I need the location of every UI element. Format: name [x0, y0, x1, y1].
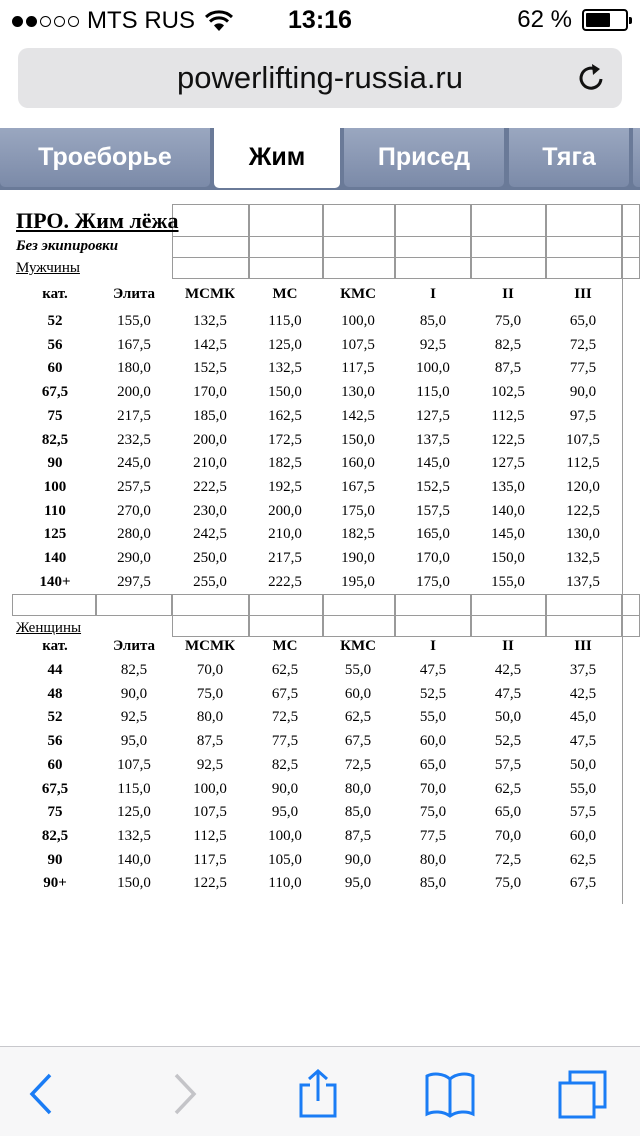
women-value-cell: 67,5 [271, 685, 299, 702]
women-column-header: МСМК [184, 638, 236, 654]
back-icon[interactable] [18, 1069, 68, 1119]
men-value-cell: 125,0 [268, 336, 302, 353]
url-text: powerlifting-russia.ru [177, 60, 463, 95]
grid-cell [546, 594, 622, 616]
men-value-cell: 160,0 [341, 455, 375, 472]
grid-cell [471, 204, 546, 237]
men-category-cell: 75 [47, 407, 63, 424]
clock: 13:16 [288, 6, 352, 34]
men-value-cell: 257,5 [117, 478, 151, 495]
men-value-cell: 127,5 [491, 455, 525, 472]
women-value-cell: 107,5 [117, 756, 151, 773]
men-value-cell: 152,5 [193, 360, 227, 377]
bookmarks-icon[interactable] [425, 1069, 475, 1119]
men-section-label: Мужчины [16, 260, 80, 276]
grid-cell [323, 236, 395, 258]
grid-cell [395, 204, 471, 237]
forward-icon[interactable] [158, 1069, 208, 1119]
men-value-cell: 217,5 [268, 550, 302, 566]
grid-cell [471, 257, 546, 279]
men-category-cell: 110 [44, 502, 66, 519]
women-value-cell: 42,5 [494, 662, 522, 678]
men-value-cell: 132,5 [193, 313, 227, 329]
men-value-cell: 117,5 [341, 360, 375, 377]
women-category-cell: 52 [47, 709, 63, 726]
women-value-cell: 60,0 [419, 733, 447, 750]
grid-cell [546, 204, 622, 237]
men-value-cell: 72,5 [569, 336, 597, 353]
women-value-cell: 52,5 [494, 733, 522, 750]
women-value-cell: 95,0 [344, 875, 372, 892]
men-value-cell: 87,5 [494, 360, 522, 377]
women-value-cell: 60,0 [569, 827, 597, 844]
women-category-cell: 90 [47, 851, 63, 868]
men-value-cell: 100,0 [416, 360, 450, 377]
women-value-cell: 95,0 [120, 733, 148, 750]
women-value-cell: 70,0 [196, 662, 224, 678]
men-column-header: кат. [42, 286, 68, 302]
page-subtitle: Без экипировки [16, 238, 119, 254]
men-value-cell: 170,0 [416, 550, 450, 566]
women-value-cell: 110,0 [268, 875, 302, 892]
tabs-icon[interactable] [558, 1069, 608, 1119]
grid-cell [471, 615, 546, 637]
men-column-header: МСМК [184, 286, 236, 302]
men-category-cell: 82,5 [41, 431, 69, 448]
women-value-cell: 75,0 [196, 685, 224, 702]
men-value-cell: 255,0 [193, 573, 227, 590]
women-value-cell: 80,0 [344, 780, 372, 797]
women-value-cell: 72,5 [494, 851, 522, 868]
men-value-cell: 217,5 [117, 407, 151, 424]
men-value-cell: 222,5 [268, 573, 302, 590]
grid-cell [172, 257, 249, 279]
men-value-cell: 175,0 [416, 573, 450, 590]
men-category-cell: 140 [43, 550, 67, 566]
men-value-cell: 152,5 [416, 478, 450, 495]
men-value-cell: 195,0 [341, 573, 375, 590]
men-category-cell: 56 [47, 336, 63, 353]
grid-cell [622, 594, 640, 616]
grid-cell [546, 236, 622, 258]
grid-cell [249, 594, 323, 616]
men-value-cell: 132,5 [566, 550, 600, 566]
men-value-cell: 210,0 [268, 526, 302, 543]
grid-cell [12, 594, 96, 616]
women-value-cell: 77,5 [419, 827, 447, 844]
men-value-cell: 130,0 [566, 526, 600, 543]
address-bar[interactable] [18, 48, 622, 108]
carrier-name: MTS RUS [87, 7, 195, 34]
men-column-header: Элита [112, 286, 156, 302]
women-value-cell: 57,5 [569, 804, 597, 821]
men-value-cell: 250,0 [193, 550, 227, 566]
men-value-cell: 142,5 [341, 407, 375, 424]
men-value-cell: 155,0 [491, 573, 525, 590]
women-category-cell: 75 [47, 804, 63, 821]
women-category-cell: 56 [47, 733, 63, 750]
women-column-header: кат. [42, 638, 68, 654]
grid-cell [622, 257, 640, 279]
men-value-cell: 120,0 [566, 478, 600, 495]
men-column-header: КМС [340, 286, 376, 302]
women-value-cell: 85,0 [419, 875, 447, 892]
men-value-cell: 242,5 [193, 526, 227, 543]
grid-cell [395, 594, 471, 616]
men-category-cell: 90 [47, 455, 63, 472]
tab-overflow[interactable] [633, 128, 640, 187]
women-value-cell: 132,5 [117, 827, 151, 844]
grid-cell [622, 615, 640, 637]
men-value-cell: 77,5 [569, 360, 597, 377]
women-value-cell: 65,0 [419, 756, 447, 773]
women-value-cell: 92,5 [196, 756, 224, 773]
men-value-cell: 85,0 [419, 313, 447, 329]
women-value-cell: 125,0 [117, 804, 151, 821]
men-value-cell: 157,5 [416, 502, 450, 519]
women-value-cell: 122,5 [193, 875, 227, 892]
men-value-cell: 92,5 [419, 336, 447, 353]
men-value-cell: 200,0 [117, 384, 151, 401]
women-value-cell: 55,0 [344, 662, 372, 678]
women-value-cell: 37,5 [569, 662, 597, 678]
women-column-header: Элита [112, 638, 156, 654]
women-category-cell: 67,5 [41, 780, 69, 797]
grid-cell [395, 615, 471, 637]
men-value-cell: 210,0 [193, 455, 227, 472]
men-value-cell: 167,5 [341, 478, 375, 495]
women-value-cell: 75,0 [494, 875, 522, 892]
men-value-cell: 192,5 [268, 478, 302, 495]
men-value-cell: 175,0 [341, 502, 375, 519]
men-value-cell: 297,5 [117, 573, 151, 590]
grid-cell [323, 204, 395, 237]
grid-cell [546, 615, 622, 637]
grid-cell [172, 236, 249, 258]
tab-tyaga[interactable]: Тяга [509, 128, 629, 187]
men-value-cell: 137,5 [416, 431, 450, 448]
women-value-cell: 60,0 [344, 685, 372, 702]
men-value-cell: 135,0 [491, 478, 525, 495]
grid-cell [622, 204, 640, 237]
grid-cell [172, 594, 249, 616]
reload-icon[interactable] [576, 62, 608, 94]
women-value-cell: 67,5 [569, 875, 597, 892]
men-value-cell: 230,0 [193, 502, 227, 519]
men-value-cell: 245,0 [117, 455, 151, 472]
battery-percent: 62 % [517, 6, 572, 33]
men-value-cell: 150,0 [341, 431, 375, 448]
men-value-cell: 222,5 [193, 478, 227, 495]
men-value-cell: 75,0 [494, 313, 522, 329]
women-column-header: МС [272, 638, 298, 654]
women-value-cell: 112,5 [193, 827, 227, 844]
women-value-cell: 107,5 [193, 804, 227, 821]
section-tabs [0, 128, 640, 190]
women-value-cell: 77,5 [271, 733, 299, 750]
women-value-cell: 95,0 [271, 804, 299, 821]
men-category-cell: 100 [43, 478, 67, 495]
women-value-cell: 45,0 [569, 709, 597, 726]
men-value-cell: 280,0 [117, 526, 151, 543]
men-value-cell: 140,0 [491, 502, 525, 519]
share-icon[interactable] [293, 1069, 343, 1119]
women-value-cell: 90,0 [271, 780, 299, 797]
women-category-cell: 82,5 [41, 827, 69, 844]
men-category-cell: 52 [47, 313, 63, 329]
men-value-cell: 150,0 [268, 384, 302, 401]
men-value-cell: 167,5 [117, 336, 151, 353]
browser-toolbar [0, 1046, 640, 1136]
men-category-cell: 125 [43, 526, 67, 543]
women-value-cell: 92,5 [120, 709, 148, 726]
women-value-cell: 87,5 [344, 827, 372, 844]
battery-icon [582, 9, 628, 31]
grid-cell [395, 236, 471, 258]
men-value-cell: 122,5 [491, 431, 525, 448]
men-value-cell: 170,0 [193, 384, 227, 401]
grid-cell [471, 236, 546, 258]
men-value-cell: 122,5 [566, 502, 600, 519]
men-value-cell: 162,5 [268, 407, 302, 424]
men-value-cell: 180,0 [117, 360, 151, 377]
men-value-cell: 200,0 [193, 431, 227, 448]
women-value-cell: 47,5 [419, 662, 447, 678]
women-value-cell: 105,0 [268, 851, 302, 868]
women-value-cell: 80,0 [419, 851, 447, 868]
men-value-cell: 182,5 [268, 455, 302, 472]
men-value-cell: 65,0 [569, 313, 597, 329]
women-column-header: III [574, 638, 592, 654]
tab-prised[interactable]: Присед [344, 128, 504, 187]
men-value-cell: 182,5 [341, 526, 375, 543]
women-value-cell: 50,0 [569, 756, 597, 773]
grid-cell [471, 594, 546, 616]
women-value-cell: 90,0 [344, 851, 372, 868]
men-value-cell: 165,0 [416, 526, 450, 543]
men-value-cell: 115,0 [416, 384, 450, 401]
women-value-cell: 72,5 [344, 756, 372, 773]
grid-cell [249, 615, 323, 637]
women-value-cell: 100,0 [193, 780, 227, 797]
men-value-cell: 150,0 [491, 550, 525, 566]
women-value-cell: 75,0 [419, 804, 447, 821]
women-value-cell: 65,0 [494, 804, 522, 821]
grid-cell [395, 257, 471, 279]
grid-cell [323, 615, 395, 637]
grid-cell [249, 257, 323, 279]
men-value-cell: 82,5 [494, 336, 522, 353]
battery [517, 6, 628, 34]
women-value-cell: 67,5 [344, 733, 372, 750]
men-value-cell: 130,0 [341, 384, 375, 401]
men-column-header: II [502, 286, 514, 302]
men-value-cell: 132,5 [268, 360, 302, 377]
men-value-cell: 155,0 [117, 313, 151, 329]
men-value-cell: 185,0 [193, 407, 227, 424]
women-value-cell: 52,5 [419, 685, 447, 702]
women-category-cell: 60 [47, 756, 63, 773]
women-value-cell: 47,5 [569, 733, 597, 750]
women-section-label: Женщины [16, 620, 82, 636]
page-content [0, 190, 640, 1046]
men-value-cell: 145,0 [416, 455, 450, 472]
tab-troeborye[interactable]: Троеборье [0, 128, 210, 187]
women-value-cell: 62,5 [569, 851, 597, 868]
grid-cell [546, 257, 622, 279]
men-value-cell: 172,5 [268, 431, 302, 448]
men-value-cell: 200,0 [268, 502, 302, 519]
men-value-cell: 112,5 [491, 407, 525, 424]
grid-cell [172, 204, 249, 237]
women-value-cell: 62,5 [494, 780, 522, 797]
men-value-cell: 100,0 [341, 313, 375, 329]
grid-cell [96, 594, 172, 616]
women-value-cell: 100,0 [268, 827, 302, 844]
men-category-cell: 140+ [39, 573, 71, 590]
women-value-cell: 55,0 [419, 709, 447, 726]
grid-cell [323, 257, 395, 279]
women-value-cell: 117,5 [193, 851, 227, 868]
women-value-cell: 87,5 [196, 733, 224, 750]
men-column-header: III [574, 286, 592, 302]
women-value-cell: 50,0 [494, 709, 522, 726]
women-value-cell: 47,5 [494, 685, 522, 702]
men-value-cell: 127,5 [416, 407, 450, 424]
men-value-cell: 232,5 [117, 431, 151, 448]
men-value-cell: 290,0 [117, 550, 151, 566]
men-value-cell: 107,5 [566, 431, 600, 448]
status-bar [0, 0, 640, 40]
women-value-cell: 42,5 [569, 685, 597, 702]
women-value-cell: 57,5 [494, 756, 522, 773]
grid-cell [172, 615, 249, 637]
men-column-header: I [430, 286, 436, 302]
grid-cell [622, 236, 640, 258]
men-value-cell: 270,0 [117, 502, 151, 519]
grid-cell [323, 594, 395, 616]
women-column-header: II [502, 638, 514, 654]
men-value-cell: 97,5 [569, 407, 597, 424]
men-category-cell: 60 [47, 360, 63, 377]
men-value-cell: 102,5 [491, 384, 525, 401]
women-category-cell: 90+ [43, 875, 67, 892]
men-value-cell: 112,5 [566, 455, 600, 472]
women-column-header: I [430, 638, 436, 654]
men-value-cell: 190,0 [341, 550, 375, 566]
women-value-cell: 62,5 [344, 709, 372, 726]
page-title: ПРО. Жим лёжа [16, 208, 179, 233]
women-value-cell: 115,0 [117, 780, 151, 797]
men-category-cell: 67,5 [41, 384, 69, 401]
women-value-cell: 82,5 [271, 756, 299, 773]
women-value-cell: 150,0 [117, 875, 151, 892]
grid-cell [249, 204, 323, 237]
tab-zhim[interactable]: Жим [214, 128, 340, 188]
grid-cell [249, 236, 323, 258]
men-value-cell: 115,0 [268, 313, 302, 329]
women-value-cell: 70,0 [419, 780, 447, 797]
women-value-cell: 72,5 [271, 709, 299, 726]
women-column-header: КМС [340, 638, 376, 654]
women-category-cell: 48 [47, 685, 63, 702]
men-value-cell: 137,5 [566, 573, 600, 590]
men-value-cell: 142,5 [193, 336, 227, 353]
women-value-cell: 85,0 [344, 804, 372, 821]
women-category-cell: 44 [47, 662, 63, 678]
women-value-cell: 140,0 [117, 851, 151, 868]
men-column-header: МС [272, 286, 298, 302]
men-value-cell: 145,0 [491, 526, 525, 543]
men-value-cell: 90,0 [569, 384, 597, 401]
women-value-cell: 62,5 [271, 662, 299, 678]
women-value-cell: 80,0 [196, 709, 224, 726]
women-value-cell: 82,5 [120, 662, 148, 678]
women-value-cell: 70,0 [494, 827, 522, 844]
women-value-cell: 90,0 [120, 685, 148, 702]
men-value-cell: 107,5 [341, 336, 375, 353]
women-value-cell: 55,0 [569, 780, 597, 797]
